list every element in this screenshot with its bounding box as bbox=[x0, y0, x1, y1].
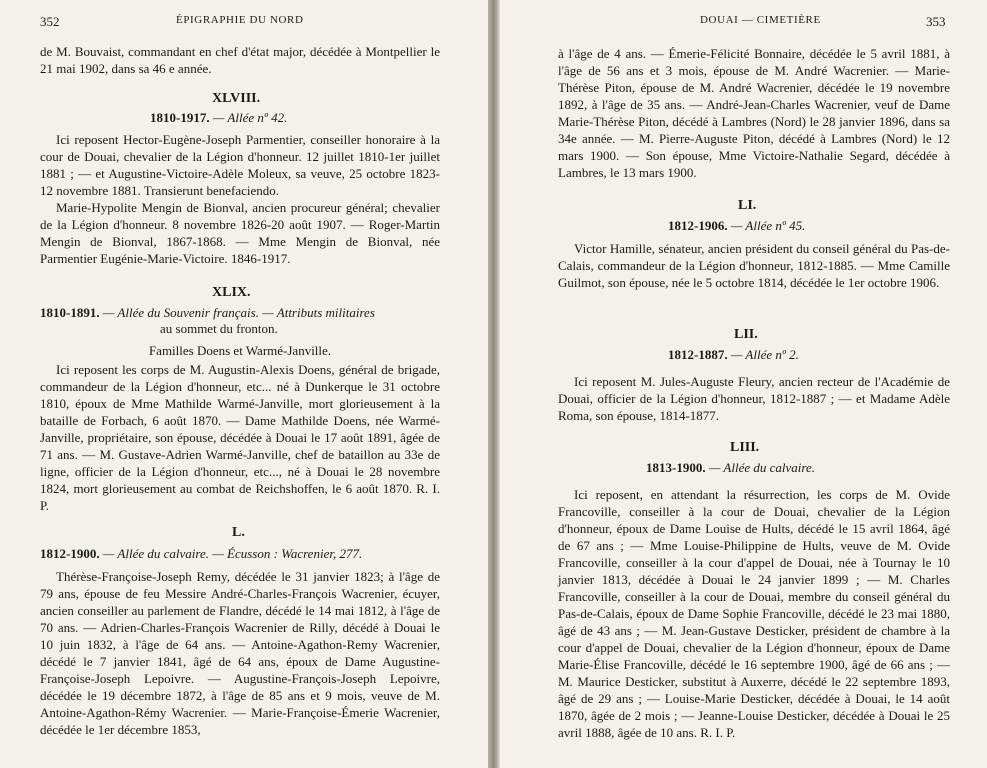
section-title: XLVIII. bbox=[212, 91, 261, 106]
section-body: Thérèse-Françoise-Joseph Remy, décédée le 31 janvier 1823; à l'âge de 79 ans, épouse de feu Messire André-Charles-François Wacrenier, écuyer, ancien conseiller au parlement de Flandre, décédé le 14 mai 1812, à l'âge de 70 ans. — Adrien-Charles-François Wacrenier de Rilly, décédé à Douai le 10 juin 1832, à l'âge de 64 ans. — Antoine-Agathon-Remy Wacrenier, décédé le 7 janvier 1841, âgé de 64 ans, époux de Dame Augustine-Françoise-Joseph Lepoivre. — Augustine-François-Joseph Lepoivre, décédée le 19 décembre 1872, à l'âge de 85 ans et 9 mois, veuve de M. Antoine-Agathon-Rémy Wacrenier. — Marie-Françoise-Émerie Wacrenier, décédée le 1er décembre 1853, bbox=[40, 569, 440, 737]
section-dateline: 1812-1900. — Allée du calvaire. — Écusson : Wacrenier, 277. bbox=[40, 546, 363, 561]
running-header: DOUAI — CIMETIÈRE bbox=[700, 14, 821, 26]
section-dateline-cont: au sommet du fronton. bbox=[160, 321, 278, 336]
section-title: LI. bbox=[738, 198, 757, 213]
section-body: Ici reposent M. Jules-Auguste Fleury, ancien recteur de l'Académie de Douai, officier de la Légion d'honneur, 1812-1887 ; — et Madame Adèle Roma, son épouse, 1814-1877. bbox=[558, 374, 950, 423]
page-number: 352 bbox=[40, 14, 60, 29]
section-body: Ici reposent les corps de M. Augustin-Alexis Doens, général de brigade, commandeur de la Légion d'honneur, etc... né à Dunkerque le 31 octobre 1810, époux de Mme Mathilde Warmé-Janville, mort glorieusement à la bataille de Forbach, 6 août 1870. — Dame Mathilde Doens, née Warmé-Janville, propriétaire, son épouse, décédée à Douai le 17 août 1891, âgée de 71 ans. — M. Gustave-Adrien Warmé-Janville, chef de bataillon au 33e de ligne, officier de la Légion d'honneur, etc..., né à Douai le 28 novembre 1824, mort glorieusement au combat de Reichshoffen, le 6 août 1870. R. I. P. bbox=[40, 362, 440, 513]
book-gutter bbox=[488, 0, 500, 768]
section-dateline: 1810-1917. — Allée nº 42. bbox=[150, 110, 288, 125]
left-page bbox=[0, 0, 488, 768]
section-title: LIII. bbox=[730, 440, 760, 455]
continuation-paragraph: de M. Bouvaist, commandant en chef d'état major, décédée à Montpellier le 21 mai 1902, dans sa 46 e année. bbox=[40, 44, 440, 76]
section-title: LII. bbox=[734, 327, 758, 342]
section-body: Ici reposent, en attendant la résurrection, les corps de M. Ovide Francoville, conseiller à la cour de Douai, chevalier de la Légion d'honneur, époux de Dame Louise de Hults, décédé le 15 avril 1864, âgé de 67 ans ; — Mme Louise-Philippine de Hults, veuve de M. Ovide Francoville, conseiller à la cour d'appel de Douai, née à Tournay le 10 janvier 1813, décédée à Douai le 24 janvier 1899 ; — M. Charles Francoville, conseiller à la cour de Douai, membre du conseil général du Pas-de-Calais, époux de Dame Sophie Francoville, décédé le 23 mai 1880, âgé de 43 ans ; — M. Jean-Gustave Desticker, président de chambre à la cour d'appel de Douai, chevalier de la Légion d'honneur, époux de Dame Marie-Élise Francoville, décédé le 16 septembre 1900, âgé de 66 ans ; — M. Maurice Desticker, substitut à Auxerre, décédé le 22 septembre 1893, âgé de 29 ans ; — Louise-Marie Desticker, décédée à Douai, le 14 août 1870, âgée de 2 mois ; — Jeanne-Louise Desticker, décédée à Douai le 25 avril 1888, âgée de 10 ans. R. I. P. bbox=[558, 487, 950, 740]
section-dateline: 1810-1891. — Allée du Souvenir français. — Attributs militaires bbox=[40, 305, 375, 320]
continuation-paragraph: à l'âge de 4 ans. — Émerie-Félicité Bonnaire, décédée le 5 avril 1881, à l'âge de 56 ans et 3 mois, épouse de M. André Wacrenier. — Marie-Thérèse Piton, épouse de M. André Wacrenier, décédée le 19 novembre 1892, à l'âge de 35 ans. — André-Jean-Charles Wacrenier, veuf de Dame Marie-Thérèse Piton, décédé à Lambres (Nord) le 28 janvier 1896, dans sa 34e année. — M. Pierre-Auguste Piton, décédé à Lambres (Nord) le 12 mars 1900. — Son épouse, Mme Victoire-Nathalie Segard, décédée à Lambres, le 13 mars 1900. bbox=[558, 46, 950, 180]
right-page bbox=[500, 0, 987, 768]
section-dateline: 1813-1900. — Allée du calvaire. bbox=[646, 460, 815, 475]
section-body: Ici reposent Hector-Eugène-Joseph Parmentier, conseiller honoraire à la cour de Douai, chevalier de la Légion d'honneur. 12 juillet 1810-1er juillet 1881 ; — et Augustine-Victoire-Adèle Moleux, sa veuve, 25 octobre 1823-12 novembre 1881. Transierunt benefaciendo. Marie-Hypolite Mengin de Bionval, ancien procureur général; chevalier de la Légion d'honneur. 8 novembre 1826-20 août 1907. — Roger-Martin Mengin de Bionval, 1867-1868. — Mme Mengin de Bionval, née Parmentier Eugénie-Marie-Victoire. 1846-1917. bbox=[40, 132, 440, 266]
section-dateline: 1812-1906. — Allée nº 45. bbox=[668, 218, 806, 233]
page-number: 353 bbox=[926, 14, 946, 29]
section-title: L. bbox=[232, 525, 245, 540]
section-body: Victor Hamille, sénateur, ancien président du conseil général du Pas-de-Calais, commandeur de la Légion d'honneur, 1812-1885. — Mme Camille Guilmot, son épouse, née le 5 octobre 1814, décédée le 1er octobre 1906. bbox=[558, 241, 950, 290]
family-heading: Familles Doens et Warmé-Janville. bbox=[148, 343, 332, 358]
running-header: ÉPIGRAPHIE DU NORD bbox=[176, 14, 304, 26]
section-title: XLIX. bbox=[212, 285, 251, 300]
section-dateline: 1812-1887. — Allée nº 2. bbox=[668, 347, 799, 362]
